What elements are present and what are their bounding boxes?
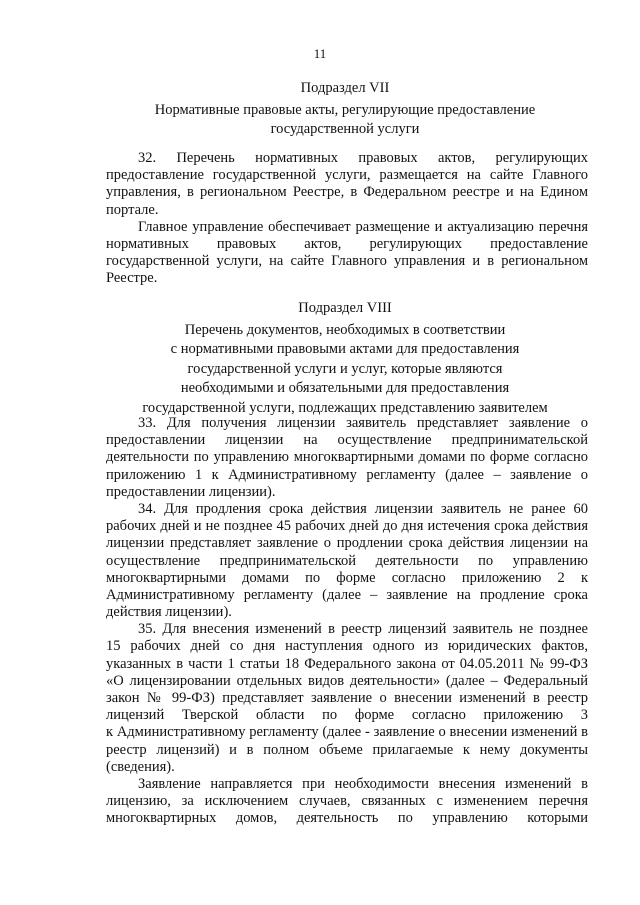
subsection-7-title-line: государственной услуги bbox=[270, 121, 420, 137]
text-line: 34. Для продления срока действия лицензии заявитель не ранее 60 bbox=[138, 500, 588, 517]
text-line: указанных в части 1 статьи 18 Федерального закона от 04.05.2011 № 99-ФЗ bbox=[106, 655, 588, 672]
subsection-8-label: Подраздел VIII bbox=[298, 300, 392, 316]
subsection-7-label: Подраздел VII bbox=[300, 80, 390, 96]
paragraph-main-office bbox=[106, 219, 588, 288]
subsection-8-body bbox=[106, 415, 588, 828]
paragraph-32 bbox=[106, 150, 588, 219]
text-line: управления, в региональном Реестре, в Федеральном реестре и на Едином bbox=[106, 184, 588, 201]
text-line: рабочих дней и не позднее 45 рабочих дней до дня истечения срока действия bbox=[106, 518, 588, 535]
page-number: 11 bbox=[313, 46, 327, 61]
text-line: 15 рабочих дней со дня наступления одного из юридических фактов, bbox=[106, 638, 588, 655]
text-line: Административному регламенту (далее – заявление на продление срока bbox=[106, 586, 588, 603]
text-line: приложению 1 к Административному регламенту (далее – заявление о bbox=[106, 466, 588, 483]
subsection-8-title-line: с нормативными правовыми актами для предоставления bbox=[170, 341, 520, 357]
text-line: Заявление направляется при необходимости внесения изменений в bbox=[138, 775, 588, 792]
text-line: 35. Для внесения изменений в реестр лицензий заявитель не позднее bbox=[138, 621, 588, 638]
text-line: 32. Перечень нормативных правовых актов, регулирующих bbox=[138, 150, 588, 166]
subsection-8-title-line: государственной услуги, подлежащих представлению заявителем bbox=[142, 399, 548, 416]
text-line: «О лицензировании отдельных видов деятельности» (далее – Федеральный bbox=[106, 672, 588, 689]
subsection-8-title-line: Перечень документов, необходимых в соответствии bbox=[184, 321, 506, 338]
text-line: многоквартирными домами по форме согласно приложению 2 к bbox=[106, 569, 588, 586]
text-line: предоставлении лицензии на осуществление предпринимательской bbox=[106, 432, 588, 449]
text-line: нормативных правовых актов, регулирующих предоставление bbox=[106, 235, 588, 252]
paragraph-35 bbox=[106, 621, 588, 776]
text-line: лицензий Тверской области по форме согласно приложению 3 bbox=[106, 707, 588, 724]
text-line: многоквартирных домов, деятельность по управлению которыми bbox=[106, 810, 588, 827]
text-line: 33. Для получения лицензии заявитель представляет заявление о bbox=[138, 415, 588, 431]
text-line: государственной услуги, на сайте Главного управления и в региональном bbox=[106, 253, 588, 270]
subsection-8-title-line: государственной услуги и услуг, которые являются bbox=[187, 360, 503, 377]
text-line: реестр лицензий) и в полном объеме прилагаемые к нему документы bbox=[106, 741, 588, 758]
subsection-8-heading bbox=[100, 299, 590, 418]
paragraph-application bbox=[106, 776, 588, 828]
subsection-7-title-line: Нормативные правовые акты, регулирующие предоставление bbox=[154, 101, 536, 118]
paragraph-33 bbox=[106, 415, 588, 501]
text-line: предоставление государственной услуги, размещается на сайте Главного bbox=[106, 167, 588, 184]
text-line: закон № 99-ФЗ) представляет заявление о внесении изменений в реестр bbox=[106, 690, 588, 706]
text-line: предоставлении лицензии). bbox=[106, 483, 276, 500]
text-line: осуществление предпринимательской деятельности по управлению bbox=[106, 552, 588, 569]
text-line: (сведения). bbox=[106, 758, 175, 775]
text-line: Главное управление обеспечивает размещение и актуализацию перечня bbox=[138, 218, 588, 235]
text-line: лицензии представляет заявление о продлении срока действия лицензии на bbox=[106, 535, 588, 552]
subsection-7-heading bbox=[100, 79, 590, 140]
text-line: к Административному регламенту (далее - заявление о внесении изменений в bbox=[106, 724, 588, 741]
subsection-8-title-line: необходимыми и обязательными для предоставления bbox=[180, 380, 510, 396]
text-line: деятельности по управлению многоквартирными домами по форме согласно bbox=[106, 449, 588, 466]
text-line: лицензию, за исключением случаев, связанных с изменением перечня bbox=[106, 793, 588, 810]
text-line: действия лицензии). bbox=[106, 604, 232, 621]
text-line: Реестре. bbox=[106, 270, 158, 287]
paragraph-34 bbox=[106, 501, 588, 621]
subsection-7-body bbox=[106, 150, 588, 288]
text-line: портале. bbox=[106, 201, 159, 218]
